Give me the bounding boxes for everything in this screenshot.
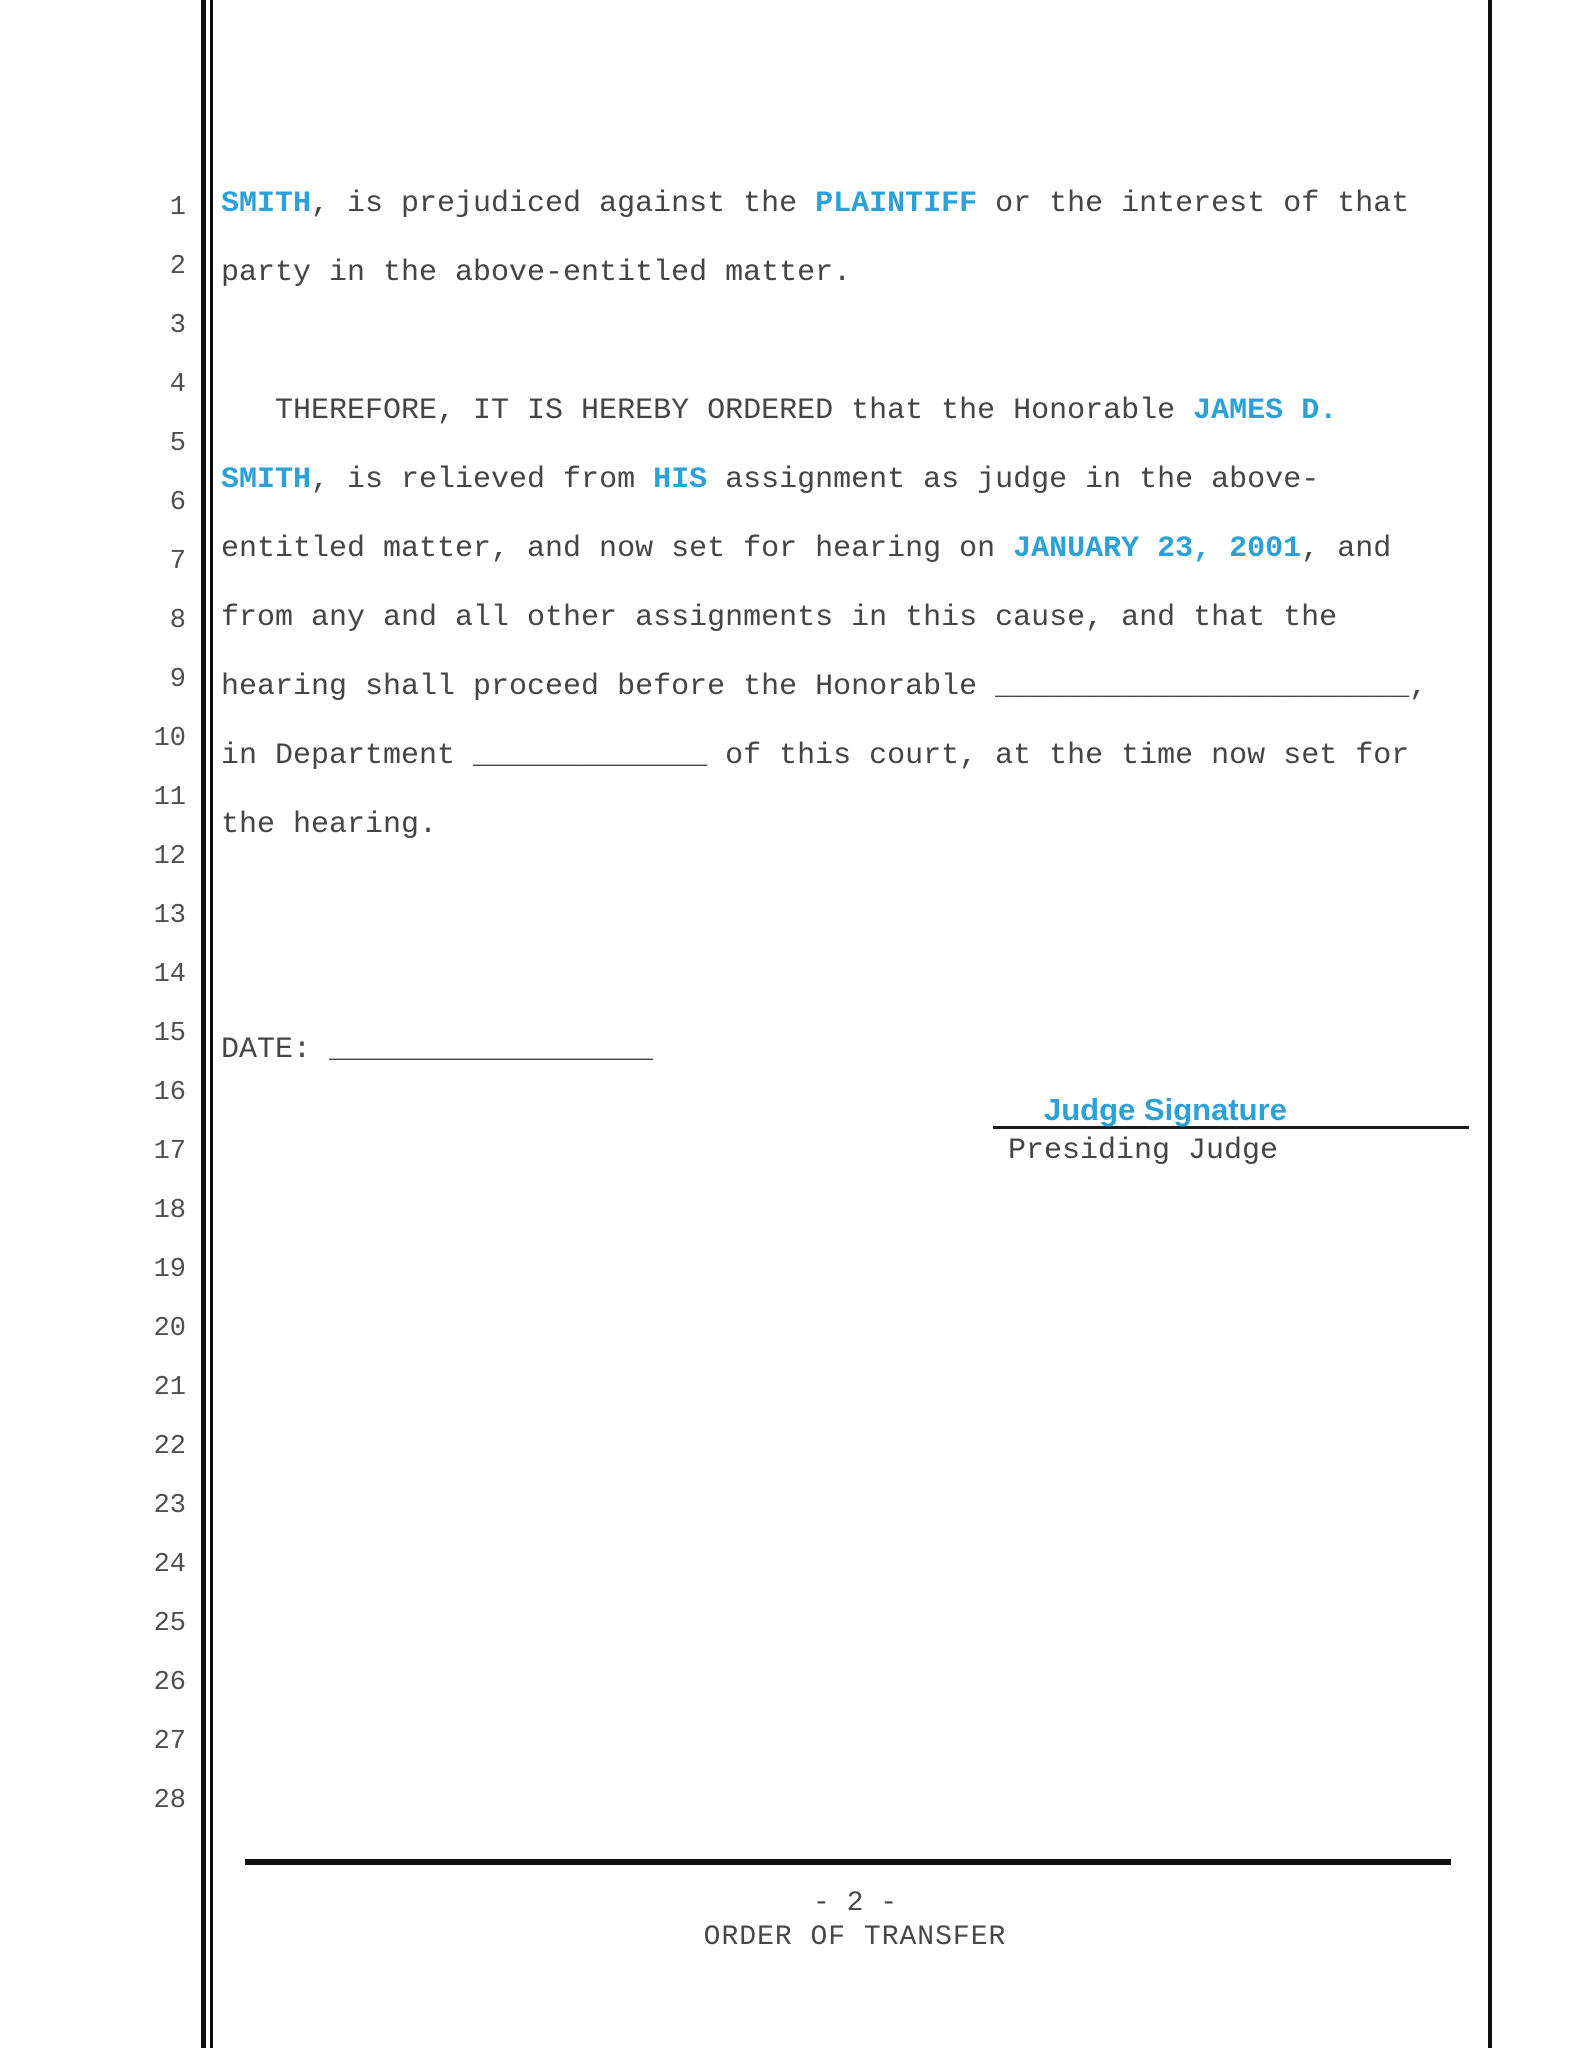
line-number: 20 [153,1314,186,1344]
footer-rule [245,1859,1451,1865]
line-number: 18 [153,1196,186,1226]
line-number: 1 [169,193,186,223]
line-number: 26 [153,1668,186,1698]
right-margin-rule [1488,0,1492,2048]
blank-field: __________________ [329,1033,654,1067]
line-number: 22 [153,1432,186,1462]
line-number: 5 [169,429,186,459]
text-segment: from any and all other assignments in this cause, and that the [221,601,1338,635]
line-number: 4 [169,370,186,400]
presiding-judge-label: Presiding Judge [1008,1134,1279,1168]
highlighted-text: SMITH [221,187,312,221]
text-segment: of this court, at the time now set for [707,739,1410,773]
line-number: 15 [153,1019,186,1049]
text-segment: DATE: [221,1033,330,1067]
line-number: 8 [169,606,186,636]
text-line-p1-2 [221,255,851,291]
left-margin-rule-inner [210,0,213,2048]
text-segment: THEREFORE, IT IS HEREBY ORDERED that the Honorable [221,394,1194,428]
highlighted-text: SMITH [221,463,312,497]
text-segment: in Department [221,739,474,773]
line-number: 11 [153,783,186,813]
blank-field: _______________________ [995,670,1410,704]
text-segment: or the interest of that [977,187,1410,221]
signature-annotation: Judge Signature [1044,1092,1287,1127]
line-number: 12 [153,842,186,872]
line-number: 7 [169,547,186,577]
line-number: 21 [153,1373,186,1403]
highlighted-text: JAMES D. [1193,394,1338,428]
text-line-p2-5 [221,669,1427,705]
line-number: 3 [169,311,186,341]
highlighted-text: HIS [653,463,708,497]
text-segment: , and [1301,532,1392,566]
blank-field: _____________ [473,739,708,773]
text-segment: , is prejudiced against the [311,187,816,221]
text-line-p2-3 [221,531,1391,567]
line-number: 28 [153,1786,186,1816]
text-line-p2-6 [221,738,1409,774]
page-number: - 2 - [812,1888,897,1919]
line-number: 16 [153,1078,186,1108]
line-number: 10 [153,724,186,754]
text-segment: hearing shall proceed before the Honorable [221,670,996,704]
line-number: 17 [153,1137,186,1167]
text-line-p2-1 [221,393,1337,429]
text-line-p2-7 [221,807,437,843]
line-number: 13 [153,901,186,931]
line-number: 23 [153,1491,186,1521]
line-number: 2 [169,252,186,282]
line-number: 9 [169,665,186,695]
text-line-p2-2 [221,462,1319,498]
text-line-date [221,1032,653,1068]
line-number: 25 [153,1609,186,1639]
text-segment: entitled matter, and now set for hearing on [221,532,1014,566]
text-line-p2-4 [221,600,1337,636]
line-number: 24 [153,1550,186,1580]
text-line-p1-1 [221,186,1409,222]
line-number: 14 [153,960,186,990]
text-segment: the hearing. [221,808,438,842]
highlighted-text: JANUARY 23, 2001 [1013,532,1302,566]
highlighted-text: PLAINTIFF [815,187,978,221]
left-margin-rule-outer [201,0,206,2048]
line-number: 6 [169,488,186,518]
text-segment: , [1409,670,1428,704]
line-number: 27 [153,1727,186,1757]
footer-title: ORDER OF TRANSFER [703,1922,1007,1953]
text-segment: party in the above-entitled matter. [221,256,852,290]
text-segment: assignment as judge in the above- [707,463,1320,497]
line-number: 19 [153,1255,186,1285]
text-segment: , is relieved from [311,463,654,497]
